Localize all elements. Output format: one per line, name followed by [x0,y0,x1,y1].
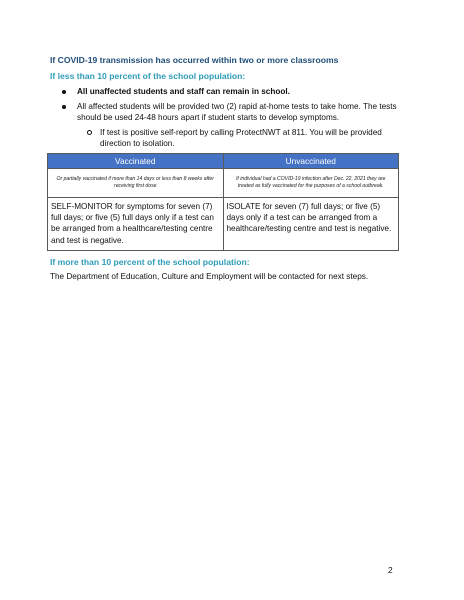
table-header-row [48,154,399,169]
hollow-bullet-icon [87,130,92,135]
bullet-item [60,101,400,123]
more-than-10-text: The Department of Education, Culture and Employment will be contacted for next steps. [50,272,369,281]
bullet-text: All affected students will be provided two (2) rapid at-home tests to take home. The tests should be used 24-48 hours apart if student starts to develop symptoms. [77,102,397,122]
bullet-text: All unaffected students and staff can remain in school. [77,87,290,96]
sub-bullet-item [60,127,400,149]
bullet-icon [62,105,66,109]
cell-vaccinated: SELF-MONITOR for symptoms for seven (7) full days; or five (5) full days only if a test can be arranged from a healthcare/testing centre and test is negative. [48,198,224,251]
section-heading: If COVID-19 transmission has occurred within two or more classrooms [50,55,339,65]
less-than-10-heading: If less than 10 percent of the school population: [50,71,246,81]
note-unvaccinated: If individual had a COVID-19 infection after Dec. 22, 2021 they are treated as fully vaccinated for the purposes of a school outbreak. [223,169,399,198]
vaccination-table [47,153,399,251]
sub-bullet-text: If test is positive self-report by calling ProtectNWT at 811. You will be provided direction to isolation. [100,128,382,148]
note-vaccinated: Or partially vaccinated if more than 14 days or less than 8 weeks after receiving first dose [48,169,224,198]
header-vaccinated: Vaccinated [48,154,224,169]
bullet-item [60,86,400,97]
cell-unvaccinated: ISOLATE for seven (7) full days; or five (5) days only if a test can be arranged from a healthcare/testing centre and test is negative. [223,198,399,251]
header-unvaccinated: Unvaccinated [223,154,399,169]
table-note-row [48,169,399,198]
table-row [48,198,399,251]
page-number: 2 [388,565,393,575]
bullet-icon [62,90,66,94]
bullet-list [60,86,400,149]
more-than-10-heading: If more than 10 percent of the school population: [50,257,250,267]
